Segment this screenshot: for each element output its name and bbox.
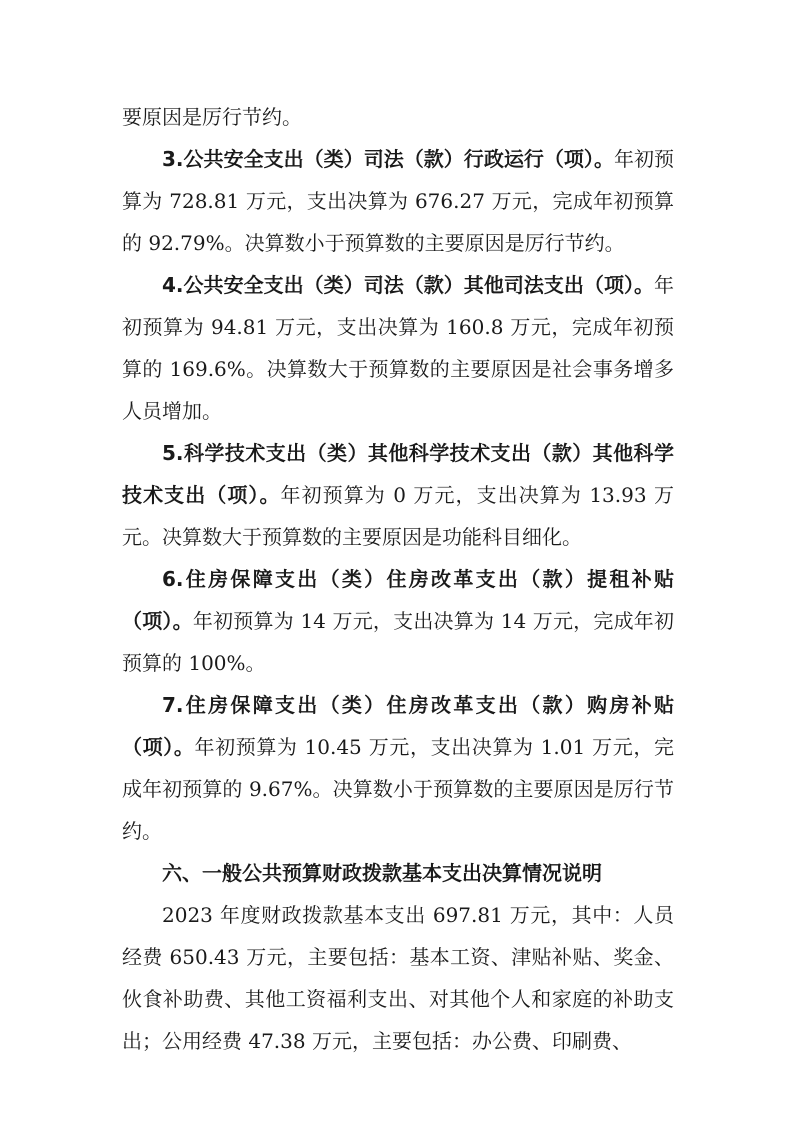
item-body: 年初预算为 94.81 万元，支出决算为 160.8 万元，完成年初预算的 169.6%。决算数大于预算数的主要原因是社会事务增多人员增加。	[122, 273, 674, 423]
section-body: 2023 年度财政拨款基本支出 697.81 万元，其中：人员经费 650.43 万元，主要包括：基本工资、津贴补贴、奖金、伙食补助费、其他工资福利支出、对其他个人和家庭的补助支出；公用经费 47.38 万元，主要包括：办公费、印刷费、	[122, 903, 674, 1053]
item-heading: 3.公共安全支出（类）司法（款）行政运行（项）。	[162, 147, 614, 171]
paragraph-continuation	[122, 96, 674, 138]
item-body: 年初预算为 0 万元，支出决算为 13.93 万元。决算数大于预算数的主要原因是功能科目细化。	[122, 483, 674, 549]
paragraph-item-4	[122, 264, 674, 432]
item-body: 年初预算为 728.81 万元，支出决算为 676.27 万元，完成年初预算的 92.79%。决算数小于预算数的主要原因是厉行节约。	[122, 147, 675, 255]
document-page	[122, 96, 674, 1062]
paragraph-body: 要原因是厉行节约。	[122, 105, 302, 129]
paragraph-item-6	[122, 558, 674, 684]
paragraph-item-3	[122, 138, 674, 264]
item-heading: 5.科学技术支出（类）其他科学技术支出（款）其他科学技术支出（项）。	[122, 441, 674, 507]
paragraph-item-7	[122, 684, 674, 852]
item-heading: 6.住房保障支出（类）住房改革支出（款）提租补贴（项）。	[122, 567, 674, 633]
paragraph-item-5	[122, 432, 674, 558]
section-title: 六、一般公共预算财政拨款基本支出决算情况说明	[162, 861, 602, 885]
item-body: 年初预算为 10.45 万元，支出决算为 1.01 万元，完成年初预算的 9.67%。决算数小于预算数的主要原因是厉行节约。	[122, 735, 675, 843]
item-body: 年初预算为 14 万元，支出决算为 14 万元，完成年初预算的 100%。	[122, 609, 675, 675]
item-heading: 7.住房保障支出（类）住房改革支出（款）购房补贴（项）。	[122, 693, 674, 759]
item-heading: 4.公共安全支出（类）司法（款）其他司法支出（项）。	[162, 273, 654, 297]
